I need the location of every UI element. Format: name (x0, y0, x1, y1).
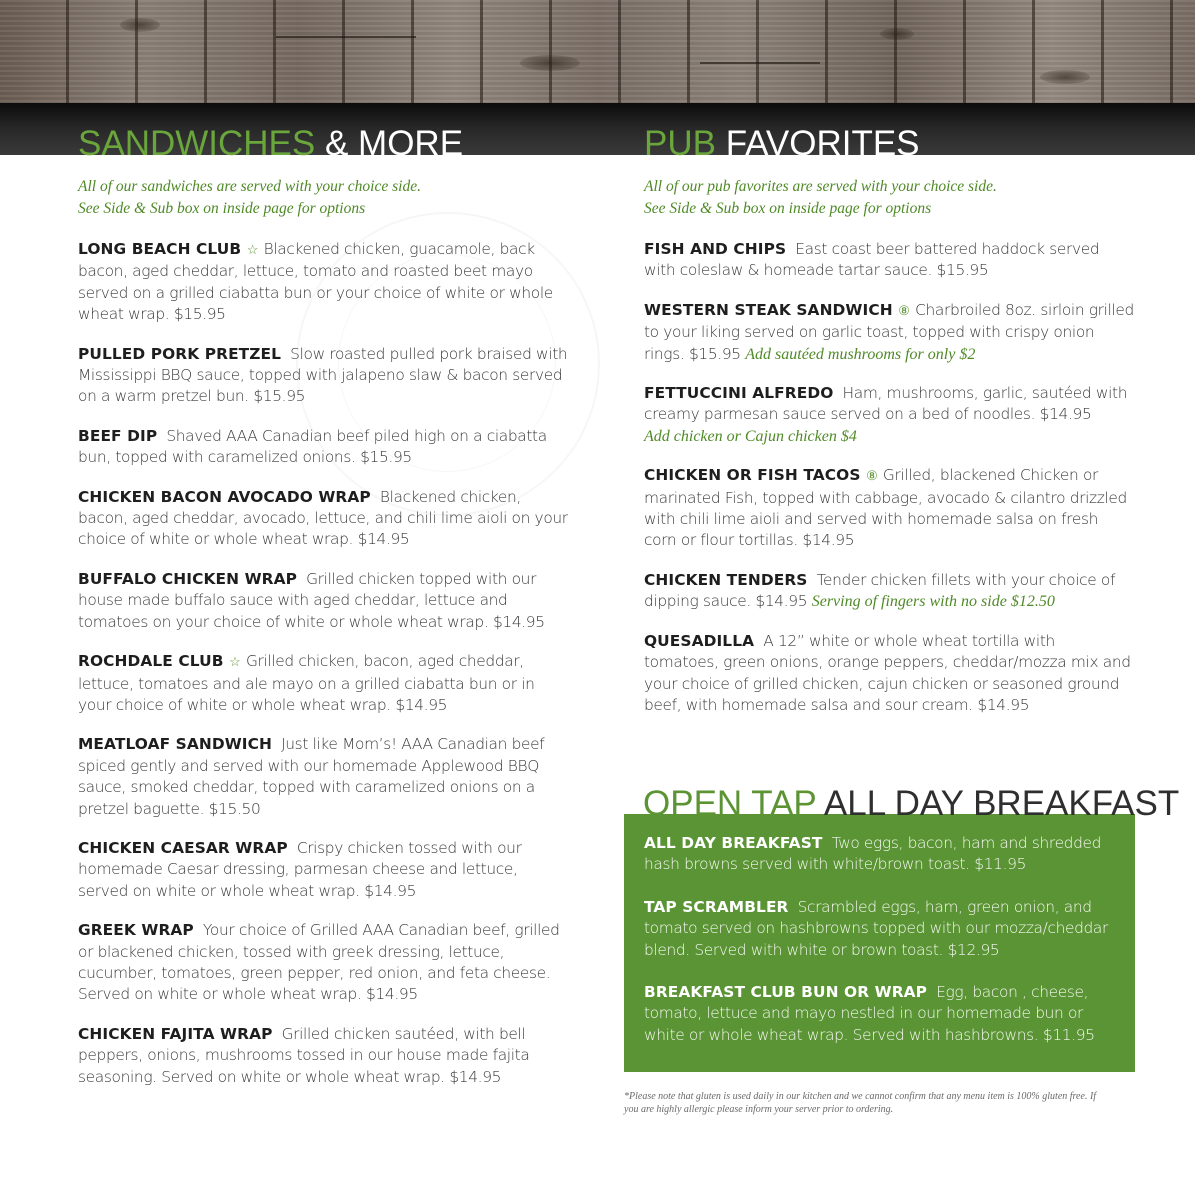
item-addon-note: Add sautéed mushrooms for only $2 (745, 345, 976, 363)
item-description: A 12” white or whole wheat tortilla with tomatoes, green onions, orange peppers, cheddar/mozza mix and your choice of grilled chicken, cajun chicken or seasoned ground beef, with homemade salsa and sour cream. $14.95 (644, 631, 1131, 714)
item-name: CHICKEN TENDERS (644, 570, 808, 589)
item-name: BUFFALO CHICKEN WRAP (78, 569, 297, 588)
item-description: Egg, bacon , cheese, tomato, lettuce and mayo nestled in our homemade bun or white or whole wheat wrap. Served with hashbrowns. $11.95 (644, 983, 1095, 1044)
item-name: WESTERN STEAK SANDWICH (644, 300, 893, 319)
intro-line: All of our sandwiches are served with your choice side. (78, 178, 421, 195)
wood-knot (520, 55, 580, 71)
pub-intro (644, 176, 1134, 220)
menu-item (78, 734, 568, 820)
item-description: Charbroiled 8oz. sirloin grilled to your liking served on garlic toast, topped with crispy onion rings. $15.95 (644, 300, 1134, 363)
item-name: FISH AND CHIPS (644, 240, 787, 258)
title-accent: SANDWICHES (78, 124, 316, 163)
menu-item (78, 426, 568, 469)
title-accent: PUB (644, 124, 716, 163)
item-name: GREEK WRAP (78, 921, 194, 940)
title-rest: ALL DAY BREAKFAST (816, 784, 1180, 823)
gluten-free-icon: ⑧ (898, 303, 910, 319)
wood-seam (276, 36, 416, 38)
item-name: BEEF DIP (78, 426, 158, 445)
item-name: TAP SCRAMBLER (644, 897, 789, 916)
star-icon: ☆ (246, 243, 259, 258)
item-description: Tender chicken fillets with your choice of dipping sauce. $14.95 (644, 570, 1116, 611)
item-name: ALL DAY BREAKFAST (644, 834, 823, 852)
item-name: MEATLOAF SANDWICH (78, 735, 272, 754)
menu-item (644, 383, 1134, 447)
item-name: ROCHDALE CLUB (78, 652, 224, 671)
item-addon-note: Add chicken or Cajun chicken $4 (644, 427, 857, 445)
item-description: Grilled, blackened Chicken or marinated Fish, topped with cabbage, avocado & cilantro drizzled with chili lime aioli and served with homemade salsa on fresh corn or flour tortillas. $14.95 (644, 466, 1127, 550)
item-description: Just like Mom’s! AAA Canadian beef spiced gently and served with our homemade Applewood BBQ sauce, smoked cheddar, topped with caramelized onions on a pretzel baguette. $15.50 (78, 735, 545, 818)
item-name: PULLED PORK PRETZEL (78, 344, 282, 363)
menu-item (644, 570, 1134, 613)
wood-knot (880, 28, 914, 40)
menu-item (78, 651, 568, 716)
item-description: Crispy chicken tossed with our homemade Caesar dressing, parmesan cheese and lettuce, served on white or whole wheat wrap. $14.95 (78, 838, 522, 900)
item-description: Scrambled eggs, ham, green onion, and tomato served on hashbrowns topped with our mozza/cheddar blend. Served with white or brown toast. $12.95 (644, 897, 1108, 959)
menu-item (78, 239, 568, 326)
item-name: CHICKEN BACON AVOCADO WRAP (78, 487, 371, 506)
pub-favorites-column (644, 176, 1134, 734)
sandwiches-section-title (78, 124, 463, 164)
item-description: Ham, mushrooms, garlic, sautéed with creamy parmesan sauce served on a bed of noodles. $14.95 (644, 384, 1128, 424)
gluten-free-icon: ⑧ (866, 469, 878, 485)
title-accent: OPEN TAP (643, 784, 817, 823)
menu-item (644, 631, 1134, 717)
item-name: CHICKEN FAJITA WRAP (78, 1024, 273, 1043)
item-description: Shaved AAA Canadian beef piled high on a ciabatta bun, topped with caramelized onions. $15.95 (78, 426, 547, 467)
menu-item (644, 465, 1134, 552)
item-name: QUESADILLA (644, 631, 755, 650)
menu-item (644, 833, 1122, 876)
menu-item (78, 344, 568, 408)
sandwiches-column (78, 176, 568, 1106)
menu-item (78, 487, 568, 551)
menu-item (78, 569, 568, 633)
item-name: CHICKEN CAESAR WRAP (78, 838, 288, 857)
breakfast-box (624, 814, 1135, 1072)
item-description: Slow roasted pulled pork braised with Mississippi BBQ sauce, topped with jalapeno slaw & bacon served on a warm pretzel bun. $15.95 (78, 344, 568, 406)
item-name: LONG BEACH CLUB (78, 240, 242, 258)
item-name: CHICKEN OR FISH TACOS (644, 466, 861, 485)
item-description: Grilled chicken, bacon, aged cheddar, lettuce, tomatoes and ale mayo on a grilled ciabatta bun or in your choice of white or whole wheat wrap. $14.95 (78, 652, 535, 714)
item-name: FETTUCCINI ALFREDO (644, 384, 834, 403)
menu-item (644, 300, 1134, 365)
wood-seam (700, 62, 820, 64)
menu-item (644, 239, 1134, 282)
menu-item (78, 1024, 568, 1088)
menu-item (644, 982, 1122, 1046)
menu-item (78, 920, 568, 1006)
breakfast-section-title (643, 784, 1179, 824)
item-description: Grilled chicken sautéed, with bell peppers, onions, mushrooms tossed in our house made fajita seasoning. Served on white or whole wheat wrap. $14.95 (78, 1024, 530, 1086)
title-rest: FAVORITES (715, 124, 920, 163)
wood-knot (1040, 70, 1090, 84)
menu-item (644, 897, 1122, 961)
item-description: East coast beer battered haddock served with coleslaw & homeade tartar sauce. $15.95 (644, 240, 1100, 280)
item-addon-note: Serving of fingers with no side $12.50 (811, 593, 1055, 611)
item-description: Blackened chicken, bacon, aged cheddar, avocado, lettuce, and chili lime aioli on your choice of white or whole wheat wrap. $14.95 (78, 487, 568, 549)
star-icon: ☆ (229, 655, 241, 671)
wood-knot (120, 18, 160, 32)
intro-line: See Side & Sub box on inside page for options (644, 200, 932, 217)
intro-line: See Side & Sub box on inside page for options (78, 200, 366, 217)
item-description: Your choice of Grilled AAA Canadian beef, grilled or blackened chicken, tossed with greek dressing, lettuce, cucumber, tomatoes, green pepper, red onion, and feta cheese. Served on white or whole wheat wrap. $14.95 (78, 921, 560, 1004)
item-description: Two eggs, bacon, ham and shredded hash browns served with white/brown toast. $11.95 (644, 834, 1102, 874)
intro-line: All of our pub favorites are served with your choice side. (644, 178, 997, 195)
title-rest: & MORE (315, 124, 464, 163)
item-description: Blackened chicken, guacamole, back bacon, aged cheddar, lettuce, tomato and roasted beet mayo served on a grilled ciabatta bun or your choice of white or whole wheat wrap. $15.95 (78, 240, 553, 324)
wood-header-banner (0, 0, 1195, 103)
pub-section-title (644, 124, 920, 164)
item-description: Grilled chicken topped with our house made buffalo sauce with aged cheddar, lettuce and tomatoes on your choice of white or whole wheat wrap. $14.95 (78, 569, 545, 631)
gluten-disclaimer: *Please note that gluten is used daily in our kitchen and we cannot confirm that any menu item is 100% gluten free. If you are highly allergic please inform your server prior to ordering. (624, 1091, 1097, 1115)
item-name: BREAKFAST CLUB BUN OR WRAP (644, 983, 928, 1002)
menu-item (78, 838, 568, 902)
sandwiches-intro (78, 176, 568, 220)
